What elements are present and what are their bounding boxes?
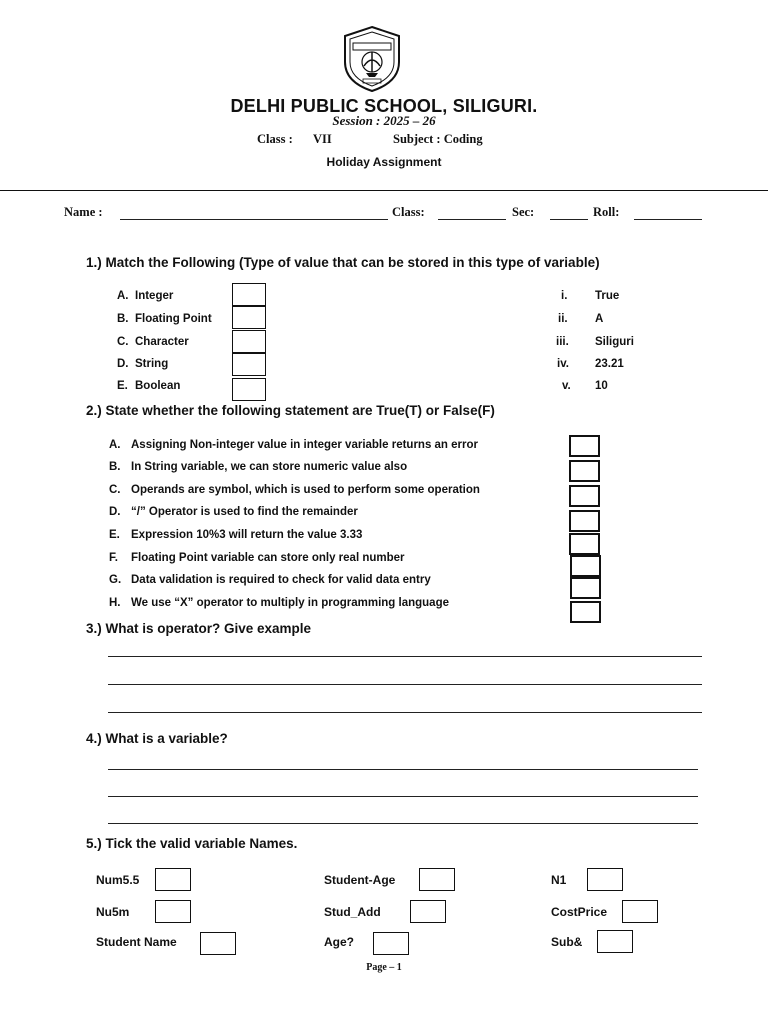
q3-title: 3.) What is operator? Give example [86,621,312,636]
q3-answer-line[interactable] [108,712,702,713]
variable-tick-box[interactable] [155,900,191,923]
q2-marker: G. [109,574,122,586]
q2-marker: E. [109,529,120,541]
q3-answer-line[interactable] [108,656,702,657]
q2-statement: Floating Point variable can store only real number [131,552,405,564]
variable-name-option: Student Name [96,935,177,949]
q4-title: 4.) What is a variable? [86,731,228,746]
variable-tick-box[interactable] [373,932,409,955]
q1-left-item: String [135,358,169,370]
name-label: Name : [64,205,103,219]
q1-right-marker: ii. [558,313,568,325]
q3-answer-line[interactable] [108,684,702,685]
session: Session : 2025 – 26 [332,113,436,128]
sec-field[interactable] [550,219,588,220]
school-emblem-icon [337,24,407,94]
q2-answer-box[interactable] [569,485,600,507]
variable-name-option: Num5.5 [96,873,140,887]
q1-left-marker: E. [117,380,128,392]
variable-tick-box[interactable] [200,932,236,955]
header-divider [0,190,768,191]
q2-answer-box[interactable] [570,555,601,577]
variable-tick-box[interactable] [410,900,446,923]
q2-statement: Assigning Non-integer value in integer variable returns an error [131,439,478,451]
page-number: Page – 1 [366,962,402,973]
q1-right-item: 10 [595,380,608,392]
q1-answer-box[interactable] [232,306,266,329]
class-field-label: Class: [392,205,425,219]
variable-name-option: Sub& [551,935,583,949]
class-field[interactable] [438,219,506,220]
q1-answer-box[interactable] [232,283,266,306]
q2-marker: C. [109,484,121,496]
school-logo [337,24,407,94]
q1-right-marker: v. [562,380,571,392]
assignment-title: Holiday Assignment [326,155,442,169]
q2-answer-box[interactable] [569,460,600,482]
q2-statement: Operands are symbol, which is used to perform some operation [131,484,480,496]
q1-left-marker: B. [117,313,129,325]
q2-statement: In String variable, we can store numeric value also [131,461,408,473]
variable-name-option: CostPrice [551,905,608,919]
q1-answer-box[interactable] [232,330,266,353]
q1-left-marker: C. [117,336,129,348]
variable-name-option: Student-Age [324,873,396,887]
q2-statement: We use “X” operator to multiply in programming language [131,597,449,609]
q2-answer-box[interactable] [570,577,601,599]
q2-statement: “/” Operator is used to find the remainder [131,506,358,518]
q1-title: 1.) Match the Following (Type of value that can be stored in this type of variable) [86,255,600,270]
variable-name-option: Stud_Add [324,905,381,919]
q1-left-marker: D. [117,358,129,370]
q1-left-item: Boolean [135,380,181,392]
q1-left-item: Floating Point [135,313,212,325]
q1-left-marker: A. [117,290,129,302]
variable-name-option: Age? [324,935,354,949]
variable-tick-box[interactable] [155,868,191,891]
q2-statement: Data validation is required to check for valid data entry [131,574,431,586]
school-name: DELHI PUBLIC SCHOOL, SILIGURI. [230,96,538,116]
variable-tick-box[interactable] [597,930,633,953]
q1-right-item: 23.21 [595,358,624,370]
q5-title: 5.) Tick the valid variable Names. [86,836,298,851]
class-value: VII [313,132,332,146]
q2-marker: A. [109,439,121,451]
sec-label: Sec: [512,205,535,219]
variable-tick-box[interactable] [419,868,455,891]
q2-answer-box[interactable] [569,533,600,555]
subject: Subject : Coding [393,132,483,146]
q1-left-item: Character [135,336,189,348]
q1-answer-box[interactable] [232,353,266,376]
q1-left-item: Integer [135,290,174,302]
q4-answer-line[interactable] [108,769,698,770]
q2-marker: B. [109,461,121,473]
roll-label: Roll: [593,205,620,219]
q2-answer-box[interactable] [570,601,601,623]
q4-answer-line[interactable] [108,796,698,797]
q4-answer-line[interactable] [108,823,698,824]
roll-field[interactable] [634,219,702,220]
q2-answer-box[interactable] [569,435,600,457]
class-label: Class : [257,132,293,146]
q1-right-marker: i. [561,290,568,302]
q2-statement: Expression 10%3 will return the value 3.33 [131,529,363,541]
q2-marker: H. [109,597,121,609]
q1-right-item: A [595,313,604,325]
q2-marker: D. [109,506,121,518]
q1-right-item: True [595,290,620,302]
variable-tick-box[interactable] [622,900,658,923]
variable-name-option: Nu5m [96,905,130,919]
variable-name-option: N1 [551,873,567,887]
q1-right-marker: iv. [557,358,569,370]
q1-right-item: Siliguri [595,336,634,348]
q1-right-marker: iii. [556,336,569,348]
variable-tick-box[interactable] [587,868,623,891]
name-field[interactable] [120,219,388,220]
q1-answer-box[interactable] [232,378,266,401]
q2-marker: F. [109,552,118,564]
q2-answer-box[interactable] [569,510,600,532]
q2-title: 2.) State whether the following statement are True(T) or False(F) [86,403,495,418]
